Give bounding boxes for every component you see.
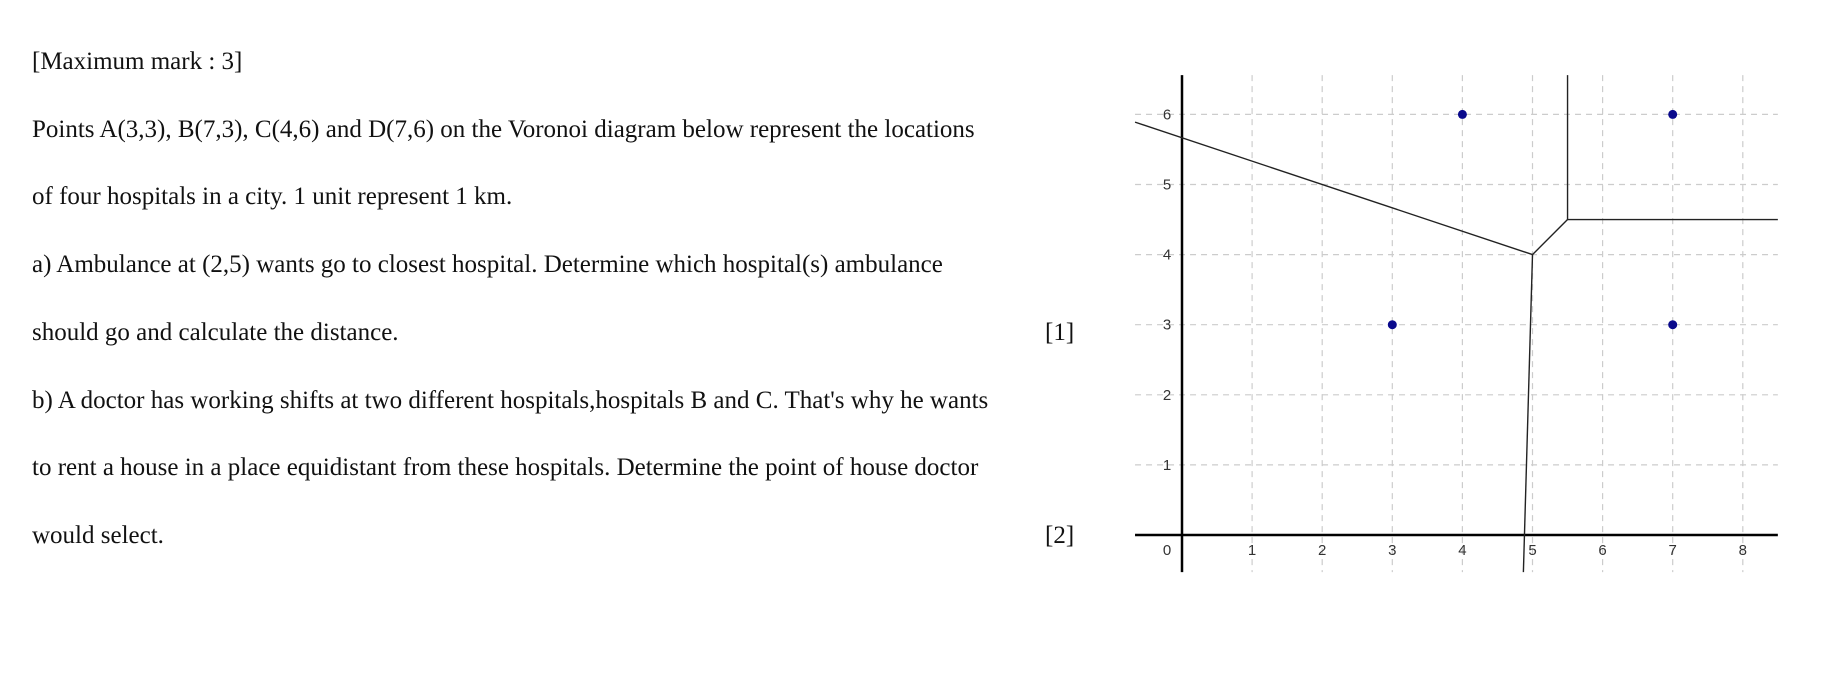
y-tick-label: 1	[1162, 456, 1172, 474]
y-tick-label: 3	[1162, 316, 1172, 334]
y-tick-label: 2	[1162, 386, 1172, 404]
y-tick-label: 4	[1162, 246, 1172, 264]
part-a-text-line-1: a) Ambulance at (2,5) wants go to closest hospital. Determine which hospital(s) ambulance	[32, 251, 943, 278]
part-a-mark: [1]	[1045, 319, 1075, 346]
intro-text-line-2: of four hospitals in a city. 1 unit represent 1 km.	[32, 183, 513, 210]
hospital-point-b	[1668, 320, 1677, 329]
voronoi-edge	[1135, 122, 1532, 254]
maximum-mark: [Maximum mark : 3]	[32, 48, 243, 75]
voronoi-edge	[1523, 255, 1532, 573]
intro-text-line-1: Points A(3,3), B(7,3), C(4,6) and D(7,6) on the Voronoi diagram below represent the locations	[32, 116, 975, 143]
part-b-text-line-2: to rent a house in a place equidistant from these hospitals. Determine the point of house doctor	[32, 454, 979, 481]
hospital-point-d	[1668, 110, 1677, 119]
hospital-point-c	[1458, 110, 1467, 119]
x-tick-label: 3	[1388, 542, 1397, 559]
part-b-text-line-1: b) A doctor has working shifts at two different hospitals,hospitals B and C. That's why he wants	[32, 387, 989, 414]
x-tick-label: 5	[1528, 542, 1537, 559]
x-tick-label: 1	[1247, 542, 1257, 559]
x-tick-label: 7	[1668, 542, 1677, 559]
y-tick-label: 5	[1162, 176, 1172, 194]
voronoi-edge	[1533, 220, 1568, 255]
x-tick-label: 8	[1738, 542, 1747, 559]
x-tick-label: 0	[1162, 542, 1172, 559]
part-b-mark: [2]	[1045, 522, 1075, 549]
x-tick-label: 4	[1458, 542, 1467, 559]
y-tick-label: 6	[1162, 106, 1172, 124]
hospital-point-a	[1388, 320, 1397, 329]
x-tick-label: 6	[1598, 542, 1607, 559]
part-a-text-line-2: should go and calculate the distance.	[32, 319, 399, 346]
part-b-text-line-3: would select.	[32, 522, 164, 549]
x-tick-label: 2	[1318, 542, 1327, 559]
